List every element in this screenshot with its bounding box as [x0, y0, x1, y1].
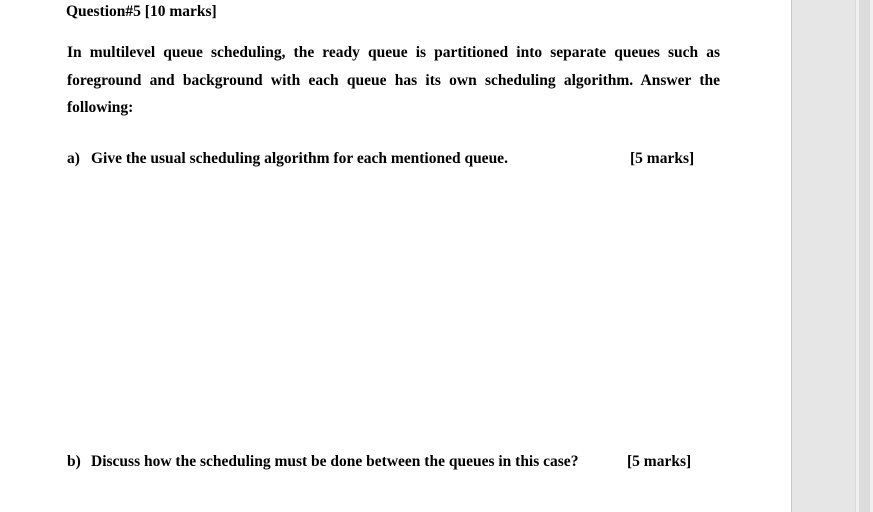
part-a-letter: a) — [67, 150, 80, 167]
part-a-text: Give the usual scheduling algorithm for each mentioned queue. — [91, 150, 508, 167]
vertical-scrollbar[interactable] — [855, 0, 873, 512]
part-b — [67, 453, 578, 471]
part-b-letter: b) — [67, 453, 81, 470]
part-a-marks: [5 marks] — [630, 150, 695, 167]
part-a — [67, 150, 508, 168]
part-b-text: Discuss how the scheduling must be done between the queues in this case? — [91, 453, 579, 470]
scrollbar-thumb[interactable] — [859, 0, 870, 512]
part-b-marks: [5 marks] — [627, 453, 692, 470]
question-intro: In multilevel queue scheduling, the ready queue is partitioned into separate queues such as foreground and background with each queue has its own scheduling algorithm. Answer the following: — [67, 44, 720, 116]
question-title: Question#5 [10 marks] — [66, 3, 217, 20]
page-gutter — [791, 0, 855, 512]
